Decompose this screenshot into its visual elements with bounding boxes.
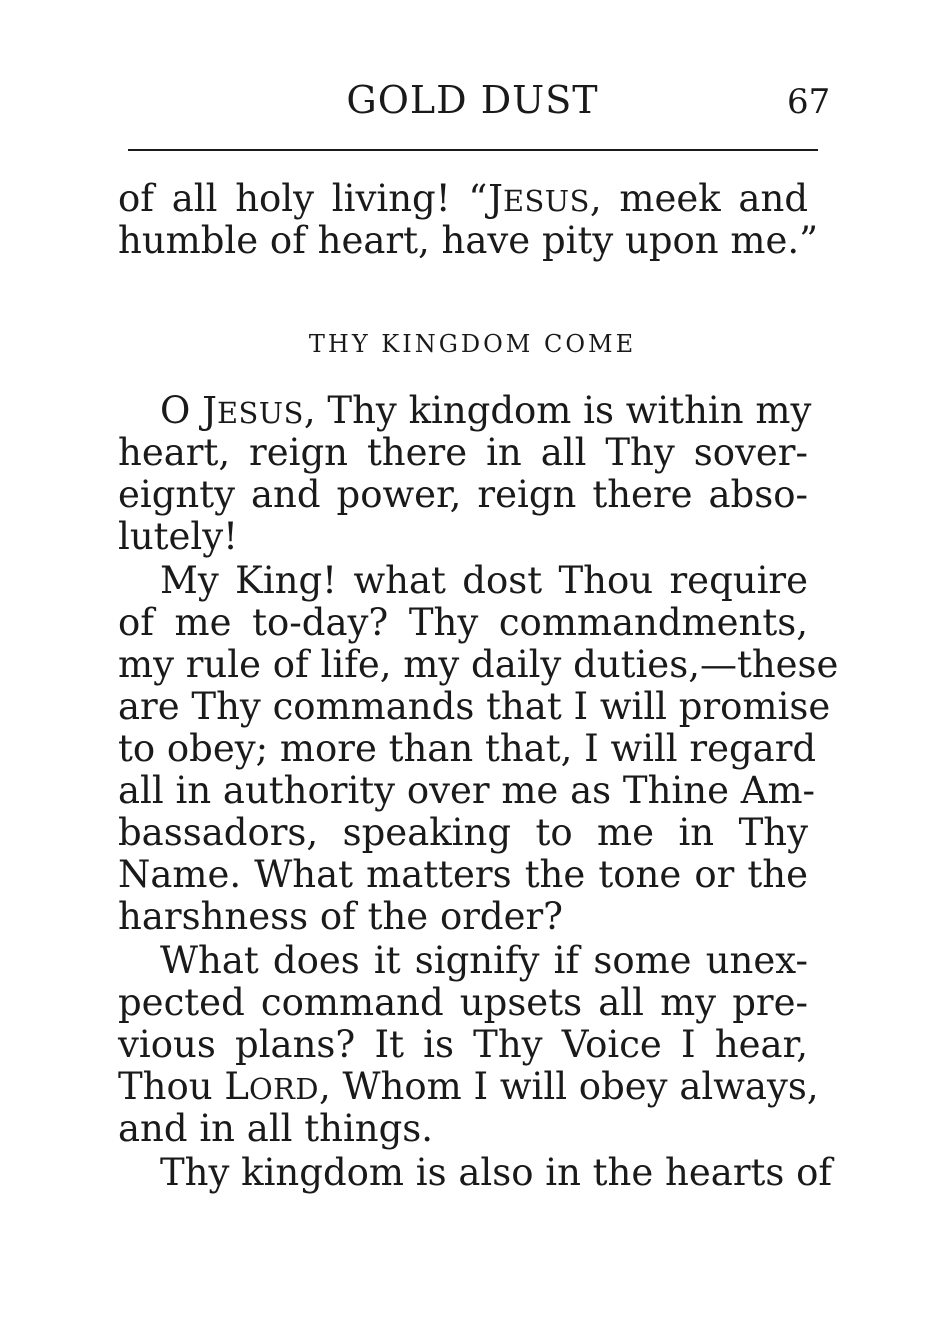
text-line: O JESUS, Thy kingdom is within my	[160, 389, 812, 432]
section-heading: THY KINGDOM COME	[308, 330, 637, 358]
text-line: lutely!	[118, 515, 239, 558]
text-line: vious plans? It is Thy Voice I hear,	[118, 1023, 808, 1066]
text-line: pected command upsets all my pre-	[118, 981, 808, 1024]
text-line: to obey; more than that, I will regard	[118, 727, 817, 770]
running-title: GOLD DUST	[346, 78, 599, 122]
text-line: My King! what dost Thou require	[160, 559, 808, 602]
text-line: What does it signify if some unex-	[160, 939, 808, 982]
page-header	[0, 78, 937, 128]
text-line: bassadors, speaking to me in Thy	[118, 811, 808, 854]
text-line: humble of heart, have pity upon me.”	[118, 219, 819, 262]
text-line: Thou LORD, Whom I will obey always,	[118, 1065, 819, 1108]
page-number: 67	[787, 82, 831, 122]
header-rule	[128, 149, 818, 151]
text-line: heart, reign there in all Thy sover-	[118, 431, 808, 474]
text-line: of all holy living! “JESUS, meek and	[118, 177, 809, 220]
text-line: Name. What matters the tone or the	[118, 853, 808, 896]
text-line: my rule of life, my daily duties,—these	[118, 643, 839, 686]
text-line: of me to-day? Thy commandments,	[118, 601, 808, 644]
text-line: are Thy commands that I will promise	[118, 685, 831, 728]
text-line: and in all things.	[118, 1107, 434, 1150]
text-line: Thy kingdom is also in the hearts of	[160, 1151, 833, 1194]
text-line: eignty and power, reign there abso-	[118, 473, 808, 516]
text-line: all in authority over me as Thine Am-	[118, 769, 816, 812]
text-line: harshness of the order?	[118, 895, 564, 938]
